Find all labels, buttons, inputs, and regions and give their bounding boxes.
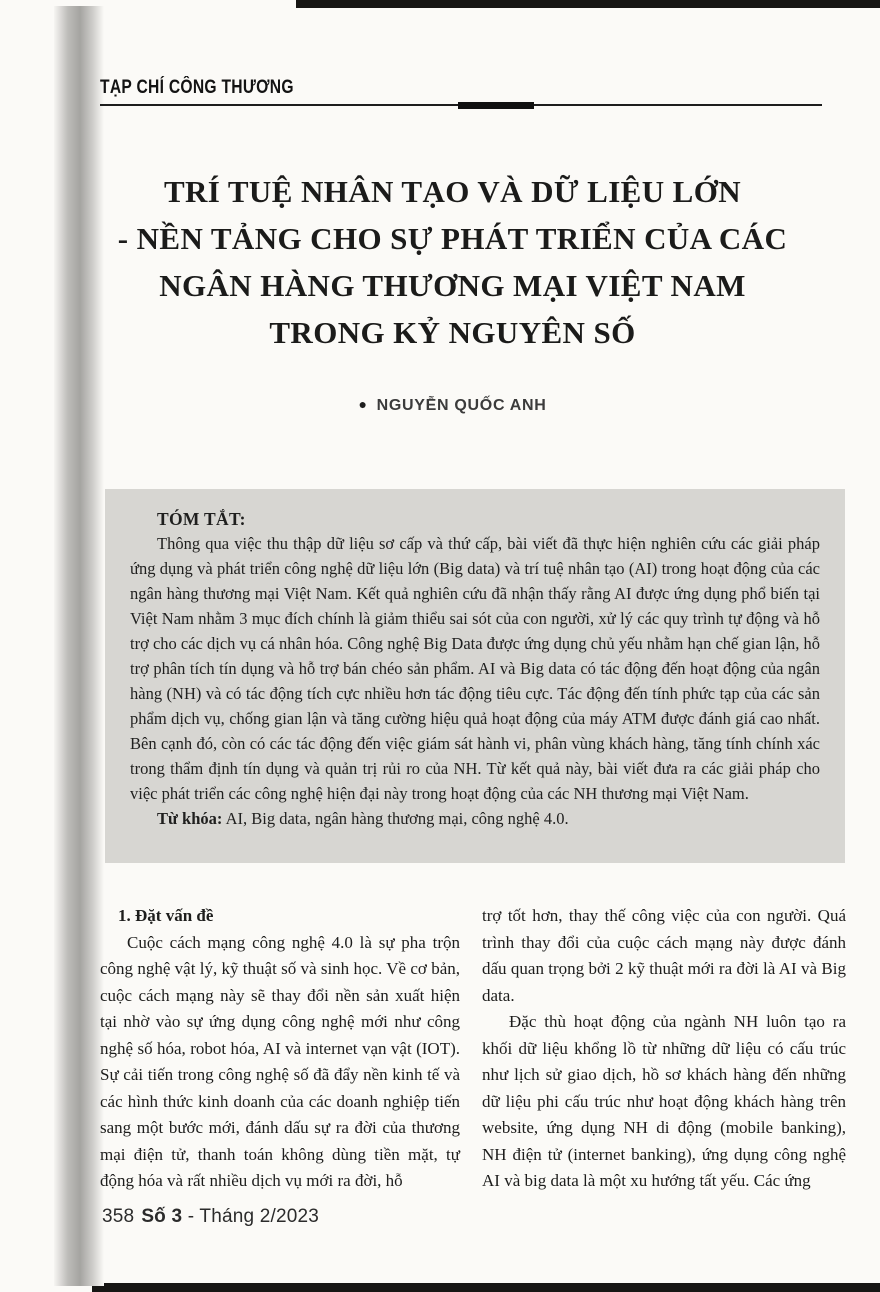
author-line	[60, 396, 845, 415]
title-line-1: TRÍ TUỆ NHÂN TẠO VÀ DỮ LIỆU LỚN	[163, 174, 742, 209]
header-rule	[100, 102, 822, 109]
abstract-box	[105, 489, 845, 863]
scan-bottom-edge-bar	[92, 1283, 880, 1292]
issue-date: - Tháng 2/2023	[182, 1206, 320, 1227]
title-line-4: TRONG KỶ NGUYÊN SỐ	[269, 315, 636, 350]
abstract-body: Thông qua việc thu thập dữ liệu sơ cấp và thứ cấp, bài viết đã thực hiện nghiên cứu các giải pháp ứng dụng và phát triển công nghệ dữ liệu lớn (Big data) và trí tuệ nhân tạo (AI) trong hoạt động của các ngân hàng thương mại Việt Nam. Kết quả nghiên cứu đã nhận thấy rằng AI được ứng dụng phổ biến tại Việt Nam nhằm 3 mục đích chính là giảm thiểu sai sót của con người, xử lý các quy trình tự động và hỗ trợ cho các dịch vụ cá nhân hóa. Công nghệ Big Data được ứng dụng chủ yếu nhằm hạn chế gian lận, hỗ trợ phân tích tín dụng và hỗ trợ bán chéo sản phẩm. AI và Big data có tác động đến hoạt động của ngân hàng (NH) và có tác động tích cực nhiều hơn tác động tiêu cực. Tác động đến tính phức tạp của các sản phẩm dịch vụ, chống gian lận và tăng cường hiệu quả hoạt động của máy ATM được đánh giá cao nhất. Bên cạnh đó, còn có các tác động đến việc giám sát hành vi, phân vùng khách hàng, tăng tính chính xác trong thẩm định tín dụng và quản trị rủi ro của NH. Từ kết quả này, bài viết đưa ra các giải pháp cho việc phát triển các công nghệ hiện đại này trong hoạt động của các NH thương mại Việt Nam.	[130, 534, 820, 803]
body-paragraph-right-2: Đặc thù hoạt động của ngành NH luôn tạo ra khối dữ liệu khổng lồ từ những dữ liệu có cấu trúc như lịch sử giao dịch, hồ sơ khách hàng đến những dữ liệu phi cấu trúc như hoạt động khách hàng trên website, ứng dụng NH di động (mobile banking), NH điện tử (internet banking), ứng dụng công nghệ AI và big data là một xu hướng tất yếu. Các ứng	[482, 1012, 846, 1190]
page-title	[60, 168, 845, 356]
author-bullet-icon: ●	[358, 396, 368, 412]
abstract-keywords	[130, 806, 820, 831]
issue-label: Số 3	[141, 1206, 183, 1227]
body-column-right	[482, 903, 846, 1195]
page-number: 358	[102, 1206, 135, 1227]
abstract-heading: TÓM TẮT:	[157, 509, 246, 529]
scan-top-edge-bar	[296, 0, 880, 8]
journal-name: TẠP CHÍ CÔNG THƯƠNG	[100, 76, 294, 98]
body-paragraph-left: Cuộc cách mạng công nghệ 4.0 là sự pha trộn công nghệ vật lý, kỹ thuật số và sinh học. Về cơ bản, cuộc cách mạng này sẽ thay đổi nền sản xuất hiện tại nhờ vào sự ứng dụng công nghệ mới như công nghệ số hóa, robot hóa, AI và internet vạn vật (IOT). Sự cải tiến trong công nghệ số đã đẩy nền kinh tế và các hình thức kinh doanh của các doanh nghiệp tiến sang một bước mới, đánh dấu sự ra đời của thương mại điện tử, thanh toán không dùng tiền mặt, tự động hóa và rất nhiều dịch vụ mới ra đời, hỗ	[100, 932, 460, 1190]
title-line-3: NGÂN HÀNG THƯƠNG MẠI VIỆT NAM	[159, 268, 746, 303]
body-column-left	[100, 903, 460, 1195]
section-heading: 1. Đặt vấn đề	[118, 906, 214, 925]
keywords-text: AI, Big data, ngân hàng thương mại, công nghệ 4.0.	[222, 809, 569, 828]
article-body	[100, 903, 846, 1193]
keywords-label: Từ khóa:	[157, 809, 223, 828]
title-line-2: - NỀN TẢNG CHO SỰ PHÁT TRIỂN CỦA CÁC	[117, 221, 788, 256]
page-footer	[102, 1206, 319, 1228]
header-rule-thick	[458, 102, 534, 109]
author-name: NGUYỄN QUỐC ANH	[376, 397, 547, 414]
body-paragraph-right-1: trợ tốt hơn, thay thế công việc của con người. Quá trình thay đổi của cuộc cách mạng này được đánh dấu quan trọng bởi 2 kỹ thuật mới ra đời là AI và Big data.	[482, 906, 846, 1005]
